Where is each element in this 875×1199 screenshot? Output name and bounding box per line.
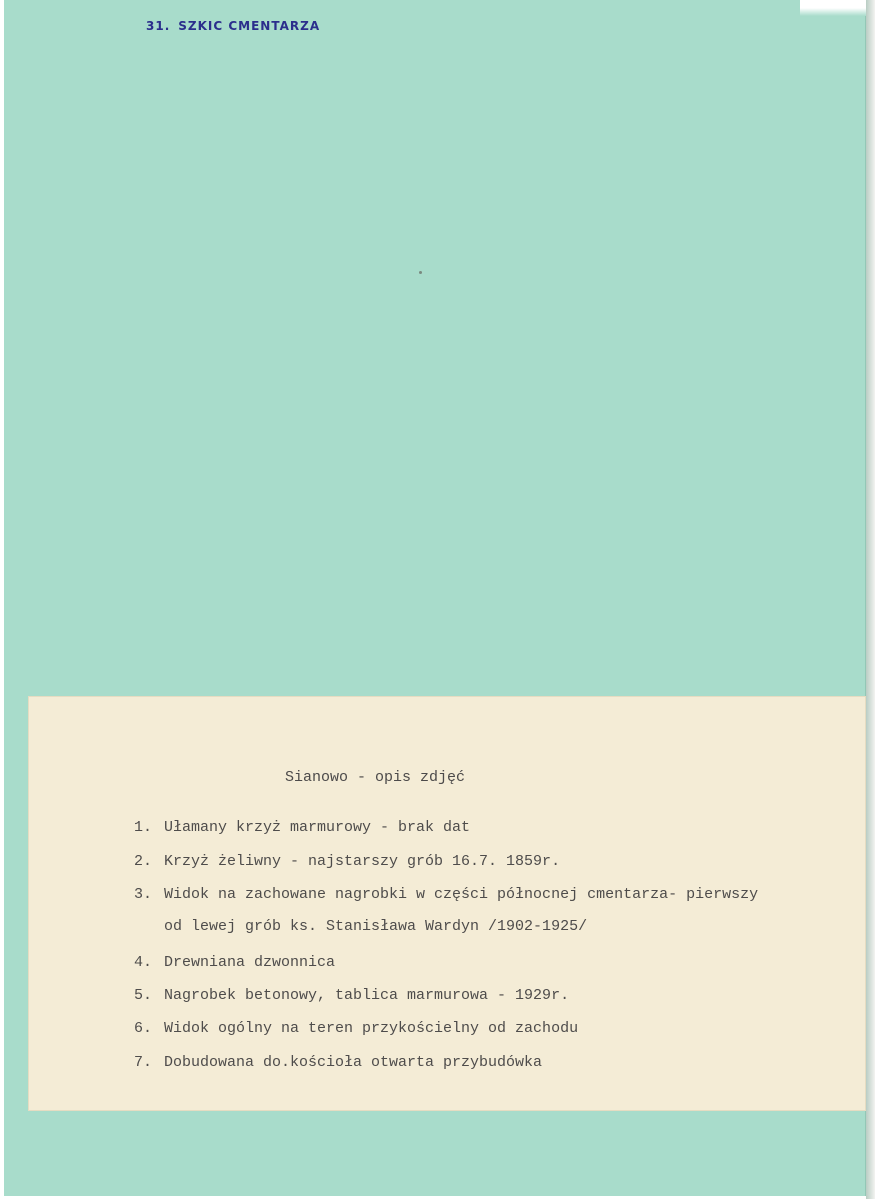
page-edge	[866, 0, 875, 1199]
item-text: Nagrobek betonowy, tablica marmurowa - 1929r.	[164, 987, 570, 1004]
item-number: 4.	[134, 954, 153, 971]
item-number: 5.	[134, 987, 153, 1004]
stamp-number: 31.	[146, 19, 171, 33]
item-text: Krzyż żeliwny - najstarszy grób 16.7. 1859r.	[164, 853, 561, 870]
ink-speck	[419, 271, 422, 274]
list-item	[134, 819, 470, 836]
typed-sheet	[28, 696, 866, 1111]
list-item	[134, 1054, 542, 1071]
list-item	[134, 853, 560, 870]
item-number: 2.	[134, 853, 153, 870]
item-continuation: od lewej grób ks. Stanisława Wardyn /1902-1925/	[164, 918, 588, 935]
item-text: Widok ogólny na teren przykościelny od zachodu	[164, 1020, 579, 1037]
item-number: 1.	[134, 819, 153, 836]
item-text: Widok na zachowane nagrobki w części północnej cmentarza- pierwszy	[164, 886, 759, 903]
list-item	[134, 1020, 578, 1037]
item-number: 6.	[134, 1020, 153, 1037]
item-text: Ułamany krzyż marmurowy - brak dat	[164, 819, 471, 836]
document-title: Sianowo - opis zdjęć	[285, 769, 466, 786]
list-item	[134, 987, 569, 1004]
section-stamp	[146, 19, 320, 33]
corner-edge	[800, 0, 866, 16]
list-item	[134, 886, 758, 903]
list-item	[134, 954, 335, 971]
item-number: 3.	[134, 886, 153, 903]
item-number: 7.	[134, 1054, 153, 1071]
item-text: Dobudowana do.kościoła otwarta przybudówka	[164, 1054, 543, 1071]
stamp-label: SZKIC CMENTARZA	[178, 19, 321, 33]
item-text: Drewniana dzwonnica	[164, 954, 336, 971]
